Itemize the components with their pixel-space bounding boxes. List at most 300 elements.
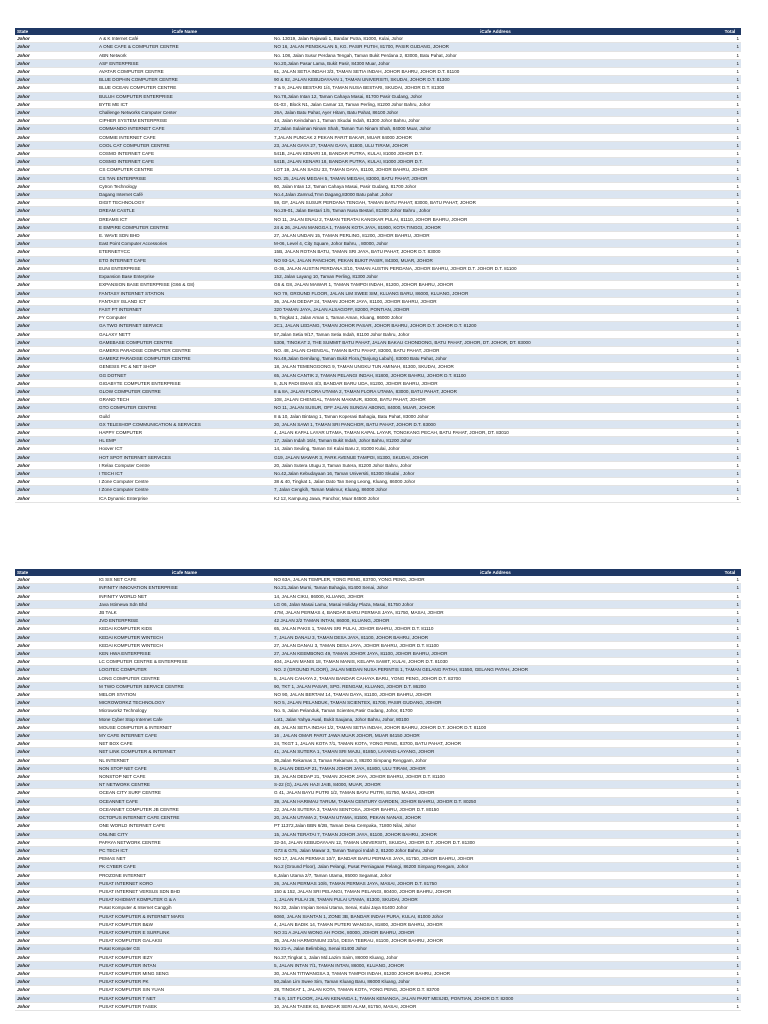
cell-total: 1 [719,289,741,297]
cell-icafe-address: No.42,Jalan Kebudayaan 16, Taman Universiti, 81300 Skudai , Johor [272,469,719,477]
table-row [15,396,741,404]
cell-icafe-address: NO 79, GROUND FLOOR, JALAN LIM SWEE SIM, KLUANG BARU, 86000, KLUANG, JOHOR [272,289,719,297]
table-row [15,355,741,363]
cell-total: 1 [719,35,741,43]
cell-icafe-name: Dagang Internet Café [97,191,272,199]
cell-state: Johor [15,199,97,207]
cell-state: Johor [15,76,97,84]
cell-icafe-address: 22, JALAN SUTERA 3, TAMAN SENTOSA, JOHOR BAHRU, JOHOR D.T. 80150 [272,805,719,813]
table-row [15,838,741,846]
table-row [15,732,741,740]
table-row [15,100,741,108]
cell-total: 1 [719,68,741,76]
cell-icafe-address: 7 & 9, 1ST FLOOR, JALAN KENANGA 1, TAMAN KENANGA, JALAN PARIT MESJID, PONTIAN, JOHOR D.T. 82000 [272,994,719,1002]
cell-total: 1 [719,830,741,838]
cell-icafe-address: 59, GF, JALAN SUSUR PERDANA TENGAH, TAMAN BATU PAHAT, 83000, BATU PAHAT, JOHOR [272,199,719,207]
cell-total: 1 [719,158,741,166]
cell-state: Johor [15,314,97,322]
cell-icafe-name: NET LINK COMPUTER & INTERNET [97,748,272,756]
cell-icafe-name: ASF ENTERPRISE [97,59,272,67]
cell-icafe-address: 41, JALAN SUTERA 1, TAMAN SRI MAJU, 81850, LAYANG-LAYANG, JOHOR [272,748,719,756]
cell-icafe-name: COMMANDO INTERNET CAFE [97,125,272,133]
table-row [15,797,741,805]
table-row [15,445,741,453]
cell-state: Johor [15,658,97,666]
cell-total: 1 [719,887,741,895]
cell-icafe-name: A & K Internet Café [97,35,272,43]
cell-state: Johor [15,158,97,166]
cell-icafe-address: 23, JALAN GAYA 27, TAMAN GAYA, 81800, ULU TIRAM, JOHOR [272,141,719,149]
table-row [15,68,741,76]
cell-total: 1 [719,100,741,108]
cell-total: 1 [719,978,741,986]
cell-total: 1 [719,855,741,863]
cell-icafe-address: 4, JALAN BADIK 14, TAMAN PUTERI WANGSA, 81800, JOHOR BAHRU, JOHOR [272,920,719,928]
cell-icafe-name: PUSAT KOMPUTER B&W [97,920,272,928]
cell-state: Johor [15,928,97,936]
cell-state: Johor [15,887,97,895]
cell-icafe-address: 14, JALAN CIKU, 86000, KLUANG, JOHOR [272,592,719,600]
table-row [15,682,741,690]
table-row [15,691,741,699]
cell-state: Johor [15,969,97,977]
cell-icafe-address: NO 11, JALAN ENAU 2, TAMAN TERATAI KANGKAR PULAI, 81110, JOHOR BAHRU, JOHOR [272,215,719,223]
cell-state: Johor [15,723,97,731]
cell-icafe-address: 20, JALAN UTAMA 2, TAMAN UTAMA, 81500, PEKAN NANAS, JOHOR [272,814,719,822]
table-row [15,1002,741,1010]
cell-total: 1 [719,92,741,100]
table-row [15,478,741,486]
cell-total: 1 [719,699,741,707]
cell-total: 1 [719,740,741,748]
cell-icafe-name: E EMPIRE COMPUTER CENTRE [97,223,272,231]
cell-state: Johor [15,240,97,248]
cell-total: 1 [719,355,741,363]
cell-icafe-name: GENESIS PC & NET SHOP [97,363,272,371]
cell-state: Johor [15,387,97,395]
cell-icafe-name: I Zone Computer Centre [97,486,272,494]
cell-icafe-address: No.49,Jalan Gemilang, Taman Bukit Flora,(Tanjung Labuh), 83000 Batu Pahat, Johor [272,355,719,363]
cell-icafe-address: 24, TKGT 1, JALAN KOTA 7/1, TAMAN KOTA, YONG PENG, 83700, BATU PAHAT, JOHOR [272,740,719,748]
table-row [15,969,741,977]
cell-icafe-name: CIPHER SYSTEM ENTERPRISE [97,117,272,125]
cell-state: Johor [15,691,97,699]
cell-state: Johor [15,986,97,994]
cell-icafe-name: Expansion Base Enterprise [97,273,272,281]
cell-total: 1 [719,953,741,961]
cell-state: Johor [15,609,97,617]
cell-icafe-address: NO 5, JALAN PELANDUK, TAMAN SCIENTEX, 81700, PASIR GUDANG, JOHOR [272,699,719,707]
cell-state: Johor [15,273,97,281]
cell-state: Johor [15,478,97,486]
cell-state: Johor [15,797,97,805]
cell-icafe-name: GTO COMPUTER CENTRE [97,404,272,412]
cell-icafe-name: PUSAT KOMPUTER TASEK [97,1002,272,1010]
cell-icafe-name: JVD ENTERPRISE [97,617,272,625]
cell-total: 1 [719,437,741,445]
cell-icafe-name: BLUE DOPHIN COMPUTER CENTRE [97,76,272,84]
cell-state: Johor [15,789,97,797]
table-body [15,35,741,502]
cell-state: Johor [15,822,97,830]
cell-total: 1 [719,223,741,231]
cell-icafe-address: M-06, Level 4, City Square, Johor Bahru, , 80000, Johor [272,240,719,248]
table-row [15,699,741,707]
cell-icafe-address: 14, Jalan Seuling, Taman Sri Kulai Baru 2, 81000 Kulai, Johor [272,445,719,453]
cell-icafe-name: HL EMP [97,437,272,445]
table-row [15,740,741,748]
cell-icafe-name: EXPANSION BASE ENTERPRISE (G66 & G8) [97,281,272,289]
cell-icafe-address: 2C1, JALAN LEDANG, TAMAN JOHOR PASAR, JOHOR BAHRU, JOHOR D.T. JOHOR D.T. 81200 [272,322,719,330]
cell-state: Johor [15,773,97,781]
cell-state: Johor [15,150,97,158]
table-row [15,805,741,813]
cell-icafe-address: NO 16, JALAN PENGKALAN 5, KG. PASIR PUTIH, 81700, PASIR GUDANG, JOHOR [272,43,719,51]
cell-total: 1 [719,609,741,617]
cell-icafe-name: COSMO INTERNET CAFE [97,150,272,158]
table-row [15,830,741,838]
cell-state: Johor [15,855,97,863]
table-row [15,871,741,879]
cell-state: Johor [15,264,97,272]
cell-total: 1 [719,814,741,822]
cell-total: 1 [719,666,741,674]
cell-icafe-address: 15, JALAN TERATAI 7, TAMAN JOHOR JAYA, 81100, JOHOR BAHRU, JOHOR [272,830,719,838]
table-row [15,469,741,477]
cell-icafe-name: Microworkz Technology [97,707,272,715]
cell-icafe-name: PUSAT KHIDMAT KOMPUTER G & A [97,896,272,904]
table-row [15,43,741,51]
cell-icafe-address: NO 90, JALAN BERTAM 14, TAMAN DAYA, 81100, JOHOR BAHRU, JOHOR [272,691,719,699]
cell-icafe-address: NO 63A, JALAN TEMPLER, YONG PENG, 83700, YONG PENG, JOHOR [272,576,719,584]
cell-icafe-address: No.20,Jalan Pasar Lama, Bukit Pasir, 84300 Muar, Johor [272,59,719,67]
cell-icafe-address: 47M, JALAN PERMAS 4, BANDAR BARU PERMAS JAYA, 81750, MASAI, JOHOR [272,609,719,617]
table-row [15,904,741,912]
table-row [15,215,741,223]
cell-total: 1 [719,199,741,207]
cell-state: Johor [15,838,97,846]
cell-icafe-name: FANTASY ISLAND ICT [97,297,272,305]
cell-total: 1 [719,166,741,174]
cell-icafe-name: COSMO INTERNET CAFE [97,158,272,166]
cell-icafe-name: Java Istimewa Sdn Bhd [97,600,272,608]
table-row [15,773,741,781]
cell-icafe-name: EUNI ENTERPRISE [97,264,272,272]
table-row [15,133,741,141]
cell-icafe-name: MICROWORKZ TECHNOLOGY [97,699,272,707]
cell-state: Johor [15,1002,97,1010]
header-row [15,569,741,576]
header-total: Total [719,28,741,35]
cell-state: Johor [15,486,97,494]
cell-icafe-name: PUSAT KOMPUTER SIN YUAN [97,986,272,994]
cell-icafe-name: FAST PT INTERNET [97,305,272,313]
cell-icafe-name: PUSAT KOMPUTER & INTERNET MARS [97,912,272,920]
cell-total: 1 [719,248,741,256]
cell-icafe-name: ONE WORLD INTERNET CAFE [97,822,272,830]
cell-total: 1 [719,322,741,330]
cell-icafe-name: NL INTERNET [97,756,272,764]
cell-icafe-name: GRAND TECH [97,396,272,404]
cell-total: 1 [719,281,741,289]
cell-state: Johor [15,355,97,363]
cell-icafe-address: 20, Jalan Sutera Utugu 3, Taman Sutera, 81200 Johor Bahru, Johor [272,461,719,469]
cell-total: 1 [719,314,741,322]
cell-icafe-name: PC TECH ICT [97,846,272,854]
cell-icafe-address: 36, JALAN DEDAP 24, TAMAN JOHOR JAYA, 81100, JOHOR BAHRU, JOHOR [272,297,719,305]
table-row [15,576,741,584]
cell-total: 1 [719,805,741,813]
cell-icafe-name: MELOR STATION [97,691,272,699]
cell-icafe-address: 5, JALAN INTAN 7/1, TAMAN INTAN, 86000, KLUANG, JOHOR [272,961,719,969]
table-row [15,846,741,854]
cell-icafe-address: 8 & 10, Jalan Bintang 1, Taman Koperasi Bahagia, Batu Pahat, 83000 Johor [272,412,719,420]
cell-total: 1 [719,723,741,731]
cell-icafe-name: East Point Computer Accessories [97,240,272,248]
cell-icafe-name: IG SIX NET CAFE [97,576,272,584]
table-row [15,76,741,84]
cell-state: Johor [15,43,97,51]
cell-state: Johor [15,674,97,682]
cell-state: Johor [15,207,97,215]
cell-total: 1 [719,945,741,953]
table-row [15,961,741,969]
cell-icafe-address: 5308, TINGKAT 2, THE SUMMIT BATU PAHAT, JALAN BAKAU CHONDONG, BATU PAHAT, JOHOR, DT. JOHOR, DT. 83000 [272,338,719,346]
cell-icafe-address: 65, JALAN PAKIS 1, TAMAN SRI PULAI, JOHOR BAHRU, JOHOR D.T. 81110 [272,625,719,633]
cell-state: Johor [15,59,97,67]
cell-icafe-name: PUSAT INTERNET VERSUS SDN BHD [97,887,272,895]
cell-icafe-name: DREAMS ICT [97,215,272,223]
header-icafe-address: iCafe Address [272,569,719,576]
cell-icafe-address: No.29-01, Jalan Bestari 1/5, Taman Nusa Bestari, 81300 Johor Bahru , Johor [272,207,719,215]
table-row [15,928,741,936]
table-row [15,141,741,149]
cell-total: 1 [719,453,741,461]
cell-icafe-address: NO 11, JALAN SUSUR, OFF JALAN SUNGAI ABONG, 84000, MUAR, JOHOR [272,404,719,412]
cell-icafe-address: 20, JALAN SAWI 1, TAMAN SRI PANCHOR, BATU PAHAT, JOHOR D.T. 83000 [272,420,719,428]
cell-state: Johor [15,945,97,953]
cell-icafe-name: HAPPY COMPUTER [97,428,272,436]
table-row [15,633,741,641]
cell-icafe-name: CS TAN ENTERPRISE [97,174,272,182]
header-total: Total [719,569,741,576]
table-row [15,125,741,133]
table-row [15,314,741,322]
table-row [15,371,741,379]
cell-total: 1 [719,256,741,264]
cell-state: Johor [15,625,97,633]
cell-icafe-name: ONLINE CITY [97,830,272,838]
cell-icafe-address: 18, JALAN TEMENGGONG 9, TAMAN UNGKU TUN AMINAH, 81300, SKUDAI, JOHOR [272,363,719,371]
cell-icafe-name: GLOW COMPUTER CENTRE [97,387,272,395]
cell-total: 1 [719,379,741,387]
cell-icafe-name: ETO INTERNET CAFE [97,256,272,264]
cell-total: 1 [719,986,741,994]
cell-total: 1 [719,232,741,240]
cell-total: 1 [719,264,741,272]
cell-icafe-name: ABN Network [97,51,272,59]
table-row [15,625,741,633]
cell-icafe-name: LOGITEC COMPUTER [97,666,272,674]
cell-icafe-address: 61, JALAN SETIA INDAH 3/3, TAMAN SETIA INDAH, JOHOR BAHRU, JOHOR D.T. 81100 [272,68,719,76]
cell-icafe-name: MY CAFE INTERNET CAFE [97,732,272,740]
cell-state: Johor [15,92,97,100]
cell-total: 1 [719,650,741,658]
table-row [15,150,741,158]
table-row [15,322,741,330]
cell-state: Johor [15,756,97,764]
cell-icafe-address: 4, JALAN KAPAL LAYAR UTAMA, TAMAN KAPAL LAYAR, TONGKANG PECAH, BATU PAHAT, JOHOR, DT. 83010 [272,428,719,436]
cell-total: 1 [719,76,741,84]
table-row [15,158,741,166]
cell-total: 1 [719,371,741,379]
table-row [15,674,741,682]
table-row [15,978,741,986]
table-row [15,420,741,428]
cell-total: 1 [719,682,741,690]
table-row [15,273,741,281]
table-row [15,715,741,723]
cell-state: Johor [15,699,97,707]
cell-icafe-address: 17, Jalan Indah 16/4, Taman Bukit Indah, Johor Bahru, 81200 Johor [272,437,719,445]
cell-total: 1 [719,773,741,781]
table-row [15,174,741,182]
cell-total: 1 [719,420,741,428]
cell-state: Johor [15,814,97,822]
cell-icafe-name: OCEAN CITY SURF CENTRE [97,789,272,797]
cell-icafe-address: G-36, JALAN AUSTIN PERDANA 3/10, TAMAN AUSTIN PERDANA, JOHOR BAHRU, JOHOR D.T. JOHOR D.T. 81100 [272,264,719,272]
cell-state: Johor [15,371,97,379]
cell-total: 1 [719,838,741,846]
cell-icafe-name: OCEANNET CAFE [97,797,272,805]
cell-icafe-name: INFINITY WORLD NET [97,592,272,600]
cell-state: Johor [15,84,97,92]
cell-icafe-address: 7, JALAN DANAU 3, TAMAN DESA JAYA, 81100, JOHOR BAHRU, JOHOR [272,633,719,641]
cell-state: Johor [15,174,97,182]
cell-total: 1 [719,994,741,1002]
cell-icafe-name: FANTASY INTERNET STATION [97,289,272,297]
cell-state: Johor [15,715,97,723]
table-row [15,494,741,502]
table-row [15,191,741,199]
cell-icafe-address: G 41, JALAN BAYU PUTRI 1/2, TAMAN BAYU PUTRI, 81750, MASAI, JOHOR [272,789,719,797]
cell-total: 1 [719,207,741,215]
cell-icafe-name: GAMERS PARADISE COMPUTER CENTRE [97,346,272,354]
table-row [15,658,741,666]
cell-total: 1 [719,43,741,51]
cell-state: Johor [15,379,97,387]
table-row [15,789,741,797]
cell-icafe-name: LC COMPUTER CENTRE & ENTERPRISE [97,658,272,666]
cell-icafe-address: 150 & 152, JALAN SRI PELANGI, TAMAN PELANGI, 80400, JOHOR BAHRU, JOHOR [272,887,719,895]
cell-icafe-name: PUSAT KOMPUTER E SURFLINK [97,928,272,936]
cell-icafe-name: LONG COMPUTER CENTRE [97,674,272,682]
cell-total: 1 [719,912,741,920]
cell-icafe-name: ETERNETYCC [97,248,272,256]
cell-icafe-name: Pusat Komputer GS [97,945,272,953]
table-row [15,986,741,994]
cell-icafe-address: No. 108, Jalan Susur Perdana Tengah, Taman Bukit Perdana 2, 83000, Batu Pahat, Johor [272,51,719,59]
cell-icafe-name: Hoover ICT [97,445,272,453]
cell-icafe-address: 32-34, JALAN KEBUDAYAAN 12, TAMAN UNIVERSITI, SKUDAI, JOHOR D.T. JOHOR D.T. 81300 [272,838,719,846]
cell-icafe-name: NONSTOP NET CAFE [97,773,272,781]
cell-icafe-name: ICA Dynamic Enterprise [97,494,272,502]
cell-state: Johor [15,117,97,125]
cell-icafe-address: 5, JLN PADI EMAS 4/3, BANDAR BARU UDA, 81200, JOHOR BAHRU, JOHOR [272,379,719,387]
cell-icafe-address: No 21-A, Jalan Belimbing, Senai 81400 Johor [272,945,719,953]
cell-state: Johor [15,584,97,592]
cell-state: Johor [15,576,97,584]
table-row [15,912,741,920]
table-row [15,896,741,904]
cell-icafe-address: NO 31 A JALAN WONG AH FOOK, 80000, JOHOR BAHRU, JOHOR [272,928,719,936]
table-row [15,863,741,871]
cell-total: 1 [719,691,741,699]
cell-total: 1 [719,346,741,354]
cell-state: Johor [15,215,97,223]
cell-icafe-name: Pusat Komputer & Internet Canggih [97,904,272,912]
table-row [15,117,741,125]
cell-icafe-address: 30, JALAN TITIWANGSA 3, TAMAN TAMPOI INDAH, 81200 JOHOR BAHRU, JOHOR [272,969,719,977]
cell-state: Johor [15,404,97,412]
cell-icafe-name: M TWO COMPUTER SERVICE CENTRE [97,682,272,690]
cell-icafe-address: 65, JALAN CANTIK 2, TAMAN PELANGI INDAH, 81800, JOHOR BAHRU, JOHOR D.T. 81100 [272,371,719,379]
table-row [15,953,741,961]
cell-icafe-name: Cytron Technology [97,182,272,190]
cell-total: 1 [719,297,741,305]
cell-total: 1 [719,674,741,682]
table-row [15,879,741,887]
cell-state: Johor [15,141,97,149]
cell-icafe-address: 7,JALAN PUNCAK 2 PEKAN PARIT BAKAR, MUAR 84000 JOHOR [272,133,719,141]
cell-icafe-address: No. 13019, Jalan Rajawali 1, Bandar Putra, 81000, Kulai, Johor [272,35,719,43]
cell-icafe-address: LOT 19, JALAN SAGU 33, TAMAN DAYA, 81100, JOHOR BAHRU, JOHOR [272,166,719,174]
cell-icafe-name: FY Computer [97,314,272,322]
cell-state: Johor [15,289,97,297]
cell-icafe-name: PROZONE INTERNET [97,871,272,879]
table-row [15,232,741,240]
cell-icafe-name: DREAM CASTLE [97,207,272,215]
cell-state: Johor [15,494,97,502]
cell-state: Johor [15,600,97,608]
cell-icafe-address: 7, Jalan Cengkih, Taman Makmur, Kluang, 86000 Johor [272,486,719,494]
cell-total: 1 [719,51,741,59]
table-row [15,84,741,92]
cell-icafe-name: A ONE CAFE & COMPUTER CENTRE [97,43,272,51]
cell-icafe-address: NO 17, JALAN PERMAS 10/7, BANDAR BARU PERMAS JAYA, 81750, JOHOR BAHRU, JOHOR [272,855,719,863]
table-row [15,182,741,190]
cell-icafe-address: 8 & 8A, JALAN FLORA UTAMA 2, TAMAN FLORA UTAMA, 83000, BATU PAHAT, JOHOR [272,387,719,395]
cell-icafe-name: PK CYBER CAFE [97,863,272,871]
table-row [15,584,741,592]
cell-icafe-address: 57,Jalan Setia 9/17, Taman Setia Indah, 81100 Johor Bahru, Johor [272,330,719,338]
cell-total: 1 [719,633,741,641]
cell-state: Johor [15,412,97,420]
cell-icafe-name: KEDAI KOMPUTER KIDS [97,625,272,633]
cell-icafe-name: NET BOX CAFE [97,740,272,748]
cell-icafe-address: 152, Jalan Layang 10, Taman Perling, 81300 Johor [272,273,719,281]
cell-state: Johor [15,420,97,428]
cell-icafe-address: G73 & G75, Jalan Mawar 3, Taman Tampoi Indah 2, 81200 Johor Bahru, Johor [272,846,719,854]
cell-total: 1 [719,896,741,904]
cell-state: Johor [15,953,97,961]
cell-icafe-name: PUSAT KOMPUTER MING SENG [97,969,272,977]
cell-icafe-name: Mone Cyber Stop Internet Cafe [97,715,272,723]
cell-icafe-name: COMMIE INTERNET CAFE [97,133,272,141]
table-row [15,387,741,395]
cell-icafe-name: BLUE OCEAN COMPUTER CENTRE [97,84,272,92]
cell-icafe-name: GALAXY NETT [97,330,272,338]
